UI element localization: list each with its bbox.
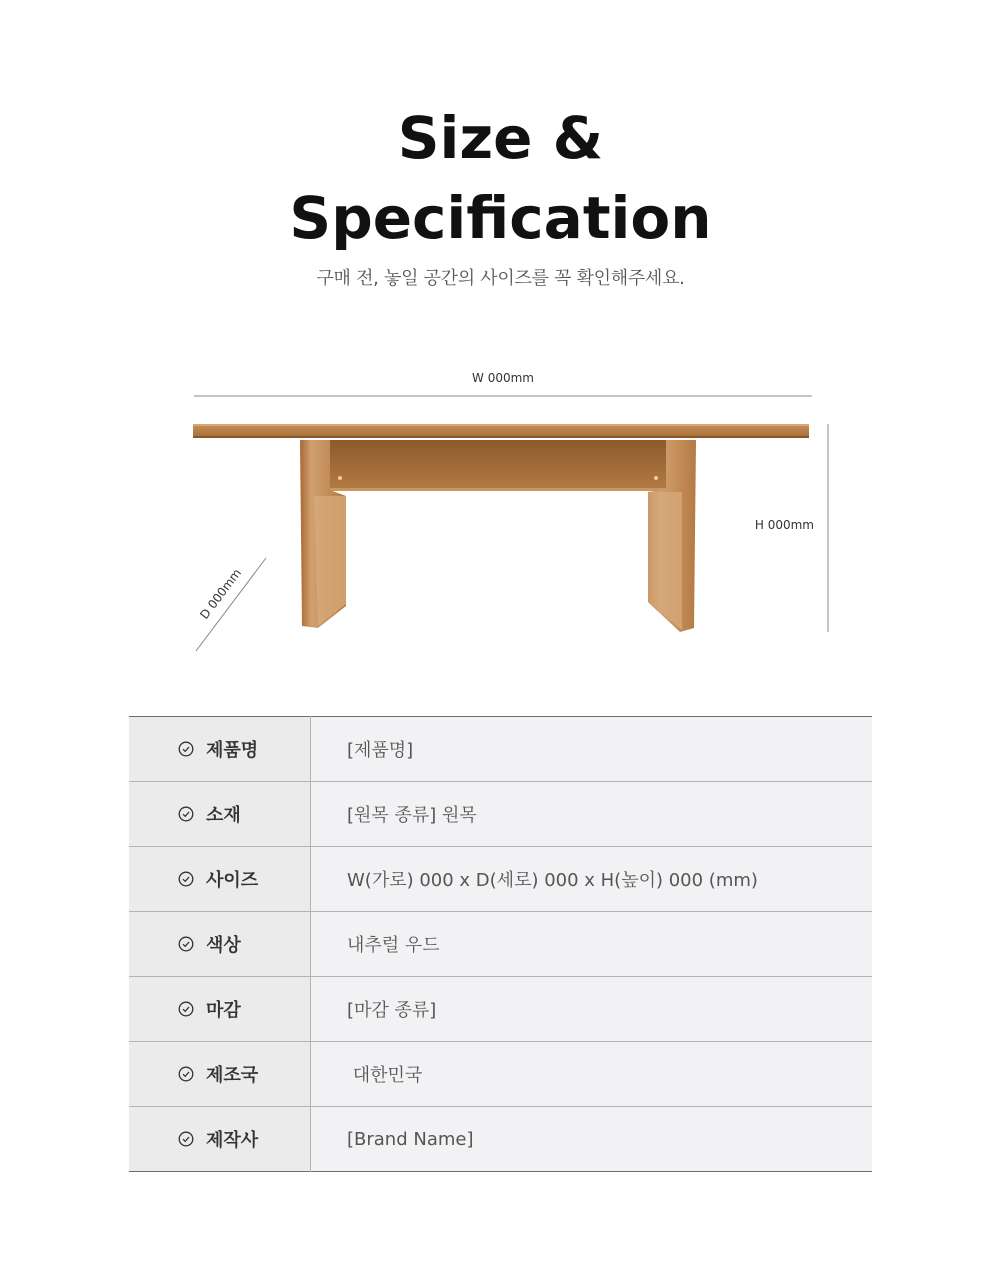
check-circle-icon <box>178 741 194 757</box>
spec-key-cell <box>129 847 311 912</box>
spec-value: [Brand Name] <box>311 1107 873 1172</box>
spec-row-product-name <box>129 717 872 782</box>
page-title-line-1: Size & <box>397 104 604 172</box>
spec-label: 제작사 <box>206 1130 259 1151</box>
spec-label: 소재 <box>206 805 241 826</box>
spec-value: [제품명] <box>311 717 873 782</box>
depth-dimension-label: D 000mm <box>197 565 245 622</box>
spec-value: 대한민국 <box>311 1042 873 1107</box>
spec-row-country <box>129 1042 872 1107</box>
height-dimension-label: H 000mm <box>754 518 814 532</box>
spec-value: 내추럴 우드 <box>311 912 873 977</box>
spec-label: 색상 <box>206 935 241 956</box>
check-circle-icon <box>178 936 194 952</box>
spec-key-cell <box>129 912 311 977</box>
spec-row-color <box>129 912 872 977</box>
check-circle-icon <box>178 806 194 822</box>
check-circle-icon <box>178 1001 194 1017</box>
spec-key-cell <box>129 977 311 1042</box>
spec-value: [원목 종류] 원목 <box>311 782 873 847</box>
spec-row-material <box>129 782 872 847</box>
spec-label: 제조국 <box>206 1065 259 1086</box>
spec-row-finish <box>129 977 872 1042</box>
table-illustration <box>193 424 809 632</box>
spec-key-cell <box>129 717 311 782</box>
spec-row-size <box>129 847 872 912</box>
page-subtitle: 구매 전, 놓일 공간의 사이즈를 꼭 확인해주세요. <box>316 268 685 289</box>
spec-key-cell <box>129 1042 311 1107</box>
spec-label: 마감 <box>206 1000 241 1021</box>
spec-key-cell <box>129 1107 311 1172</box>
specification-table <box>129 716 872 1172</box>
spec-label: 제품명 <box>206 740 259 761</box>
spec-key-cell <box>129 782 311 847</box>
check-circle-icon <box>178 1066 194 1082</box>
spec-value: [마감 종류] <box>311 977 873 1042</box>
page-title-line-2: Specification <box>289 184 712 252</box>
product-dimension-diagram <box>0 340 1001 680</box>
check-circle-icon <box>178 1131 194 1147</box>
spec-label: 사이즈 <box>206 870 259 891</box>
spec-row-manufacturer <box>129 1107 872 1172</box>
check-circle-icon <box>178 871 194 887</box>
spec-value: W(가로) 000 x D(세로) 000 x H(높이) 000 (mm) <box>311 847 873 912</box>
width-dimension-label: W 000mm <box>472 371 534 385</box>
